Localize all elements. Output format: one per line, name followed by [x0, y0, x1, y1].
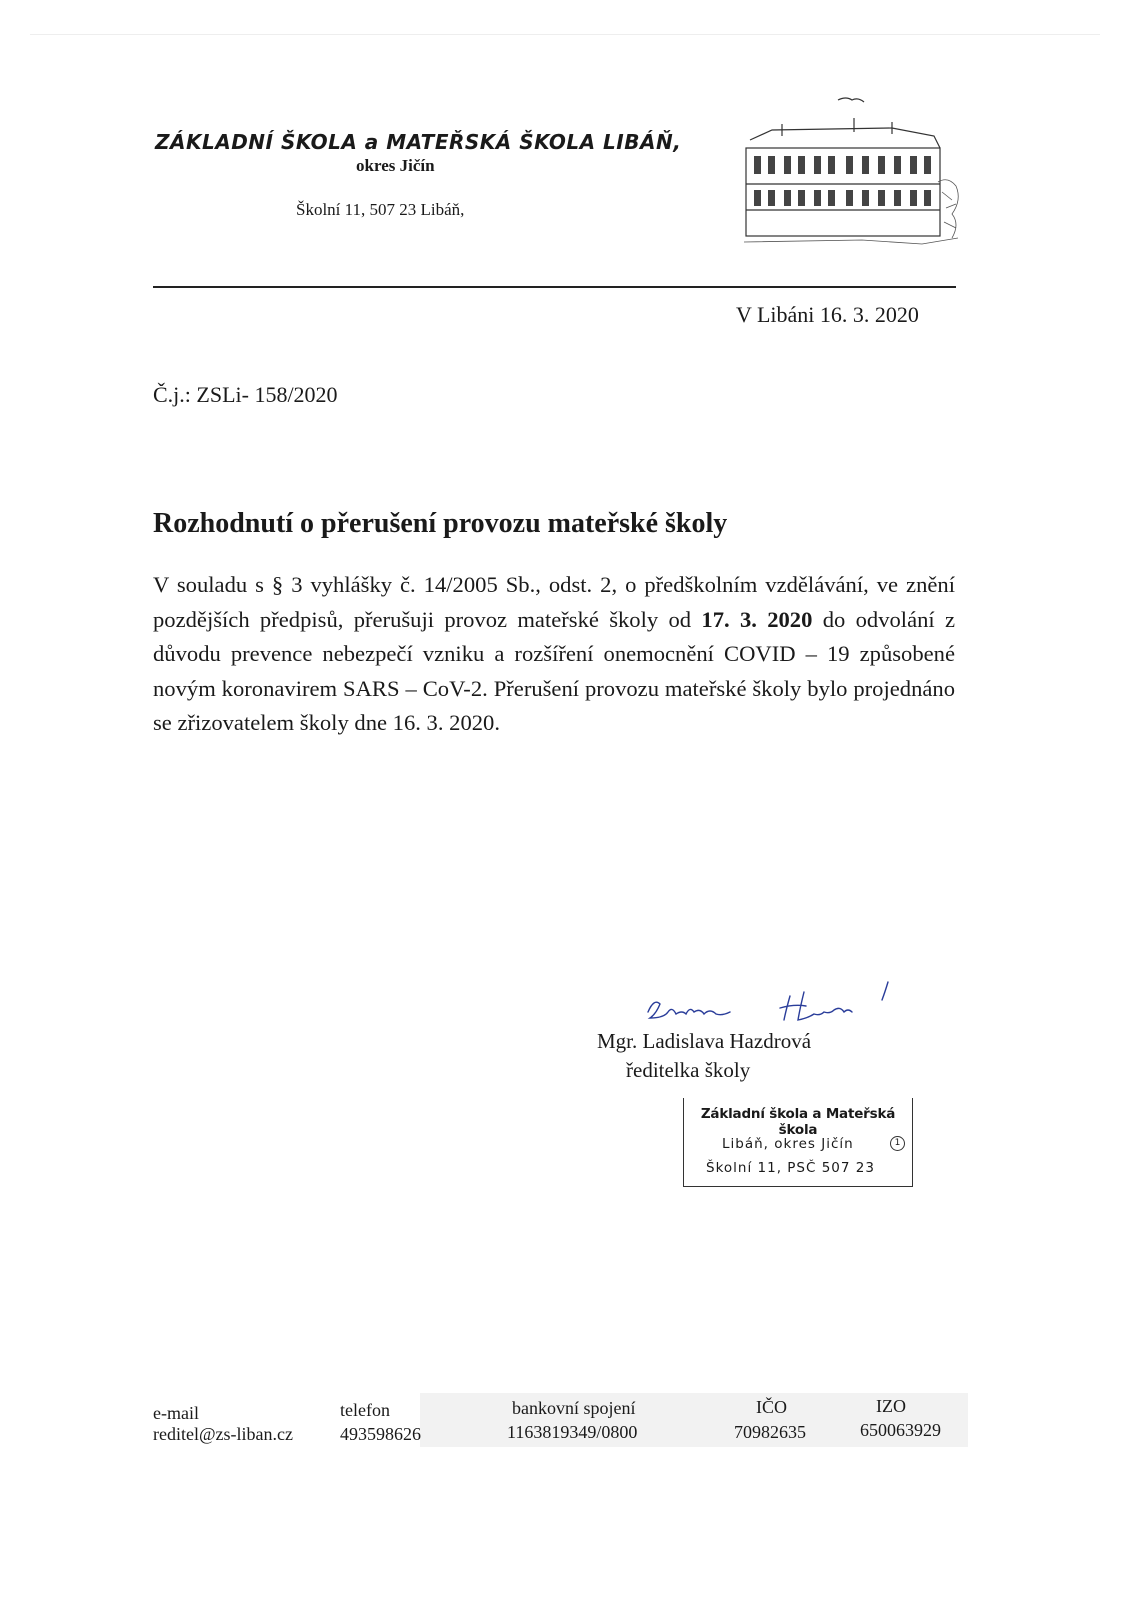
- body-text-part2: do odvolání z důvodu prevence nebezpečí vzniku a rozšíření onemocnění COVID – 19 způsobené novým koronavirem SARS – CoV-2. Přerušení provozu mateřské školy bylo projednáno se zřizovatelem školy dne 16. 3. 2020.: [153, 606, 956, 736]
- school-district: okres Jičín: [356, 156, 435, 175]
- stamp-circled-number: 1: [890, 1136, 905, 1151]
- stamp-line-3: Školní 11, PSČ 507 23: [706, 1160, 875, 1176]
- school-name: ZÁKLADNÍ ŠKOLA a MATEŘSKÁ ŠKOLA LIBÁŇ,: [155, 130, 682, 154]
- stamp-line-1: Základní škola a Mateřská škola: [700, 1106, 896, 1138]
- place-date: V Libáni 16. 3. 2020: [736, 302, 919, 327]
- school-address: Školní 11, 507 23 Libáň,: [296, 200, 465, 219]
- footer-ico-value: 70982635: [734, 1422, 806, 1442]
- footer-bank-label: bankovní spojení: [512, 1398, 636, 1418]
- reference-number: Č.j.: ZSLi- 158/2020: [153, 382, 338, 407]
- footer-izo-value: 650063929: [860, 1420, 941, 1440]
- school-stamp: [683, 1098, 913, 1187]
- footer-email-label: e-mail: [153, 1403, 199, 1423]
- footer-email-value: reditel@zs-liban.cz: [153, 1424, 294, 1444]
- signatory-title: ředitelka školy: [626, 1058, 751, 1082]
- footer-phone-value: 493598626: [340, 1424, 421, 1444]
- document-title: Rozhodnutí o přerušení provozu mateřské školy: [153, 508, 728, 539]
- stamp-line-2: Libáň, okres Jičín: [722, 1136, 854, 1152]
- footer-bank-value: 1163819349/0800: [507, 1422, 638, 1442]
- header-divider: [153, 286, 956, 288]
- footer-izo-label: IZO: [876, 1396, 906, 1416]
- document-body: [153, 568, 955, 741]
- body-start-date: 17. 3. 2020: [701, 606, 813, 632]
- footer-phone-label: telefon: [340, 1400, 390, 1420]
- signatory-name: Mgr. Ladislava Hazdrová: [597, 1029, 812, 1053]
- scan-edge-line: [30, 34, 1100, 35]
- school-building-drawing: [742, 92, 966, 264]
- footer-ico-label: IČO: [756, 1397, 787, 1417]
- body-text-part1: V souladu s § 3 vyhlášky č. 14/2005 Sb., odst. 2, o předškolním vzdělávání, ve znění pozdějších předpisů, přerušuji provoz mateřské školy od: [153, 572, 955, 632]
